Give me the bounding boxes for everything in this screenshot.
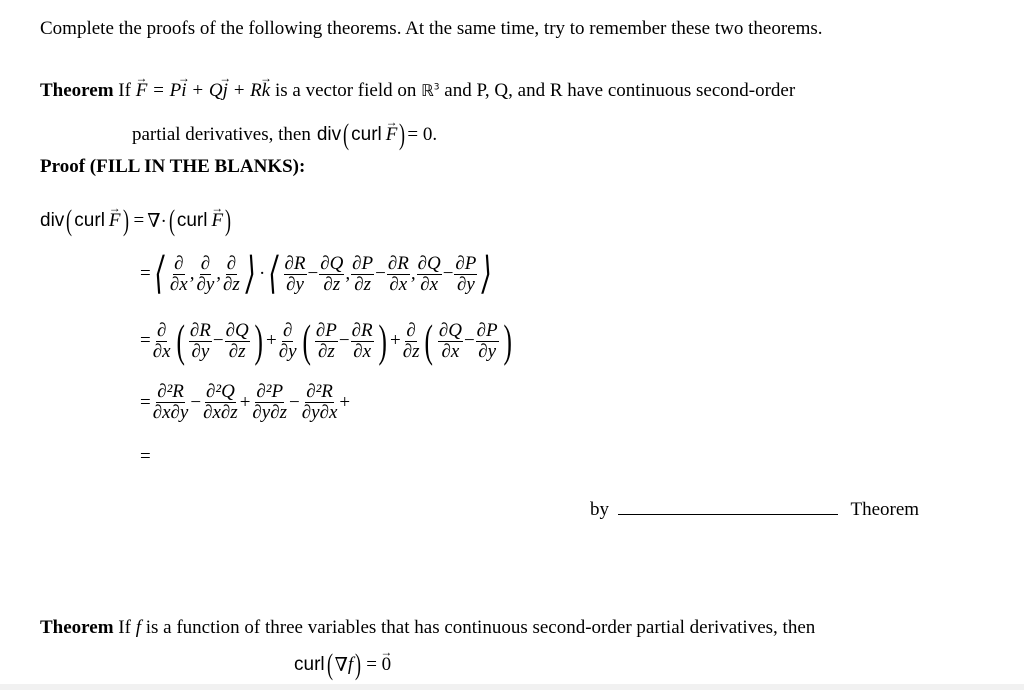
theorem1-div: div	[316, 124, 342, 145]
by-theorem-line	[590, 498, 919, 521]
theorem2-statement	[40, 617, 815, 639]
by-label: by	[590, 499, 609, 520]
theorem2-result: curl ( ∇ f ) = → 0	[294, 648, 391, 682]
proof-curl-2: curl	[176, 210, 208, 231]
theorem2-curl: curl	[294, 654, 325, 675]
proof-div: div	[40, 210, 65, 231]
page-bottom-edge	[0, 684, 1024, 690]
proof-line-3: = $\frac{\text{∂²R}}{\partial x\partial y}$ − $\frac{\text{∂²Q}}{\partial x\partial z}$ + $\frac{\text{∂²P}}{\partial y\partial z}$ − $\frac{\text{∂²R}}{\partial y\partial x}$ +	[140, 381, 351, 423]
r3-symbol: ℝ$^3$	[421, 81, 440, 100]
theorem1-label: Theorem	[40, 80, 114, 101]
proof-line-2: = $\frac{\partial}{\partial x}$ ( $\frac{\partial R}{\partial y}$ − $\frac{\partial Q}{\partial z}$ ) + $\frac{\partial}{\partial y}$ ( $\frac{\partial P}{\partial z}$ − $\frac{\partial R}{\partial x}$ ) + $\frac{\partial}{\partial z}$ ( $\frac{\partial Q}{\partial x}$ − $\frac{\partial P}{\partial y}$ )	[140, 315, 512, 366]
theorem1-eq-zero: = 0.	[407, 124, 438, 145]
theorem1-if: If	[118, 80, 131, 101]
field-formula: → F = P→ i + Q→ j + R→ k	[136, 80, 275, 101]
theorem1-clause-b: and P, Q, and R have continuous second-order	[444, 80, 796, 101]
theorem2-var-f: f	[135, 617, 141, 638]
proof-line-4: =	[140, 446, 151, 467]
proof-heading: Proof (FILL IN THE BLANKS):	[40, 156, 306, 177]
theorem-name-blank[interactable]	[618, 498, 838, 515]
instructions-text: Complete the proofs of the following theorems. At the same time, try to remember these two theorems.	[40, 18, 823, 39]
proof-line-1: = ⟨ $\frac{\partial}{\partial x}$ , $\frac{\partial}{\partial y}$ , $\frac{\partial}{\partial z}$ ⟩ · ⟨ $\frac{\partial R}{\partial y}$ − $\frac{\partial Q}{\partial z}$ , $\frac{\partial P}{\partial z}$ − $\frac{\partial R}{\partial x}$ , $\frac{\partial Q}{\partial x}$ − $\frac{\partial P}{\partial y}$ ⟩	[140, 249, 493, 298]
theorem2-text: is a function of three variables that has continuous second-order partial derivatives, then	[145, 617, 816, 638]
theorem1-clause-a: is a vector field on	[274, 80, 417, 101]
theorem1-line2-text: partial derivatives, then	[132, 124, 311, 145]
theorem2-label: Theorem	[40, 617, 114, 638]
theorem1-statement	[40, 80, 795, 102]
theorem-label: Theorem	[850, 499, 920, 520]
proof-curl: curl	[74, 210, 105, 231]
theorem1-curl: curl	[351, 124, 382, 145]
theorem1-line2: partial derivatives, then div ( curl → F ) = 0.	[132, 118, 437, 152]
theorem2-if: If	[118, 617, 131, 638]
proof-line-0: div ( curl → F ) = ∇· ( curl → F )	[40, 204, 233, 238]
